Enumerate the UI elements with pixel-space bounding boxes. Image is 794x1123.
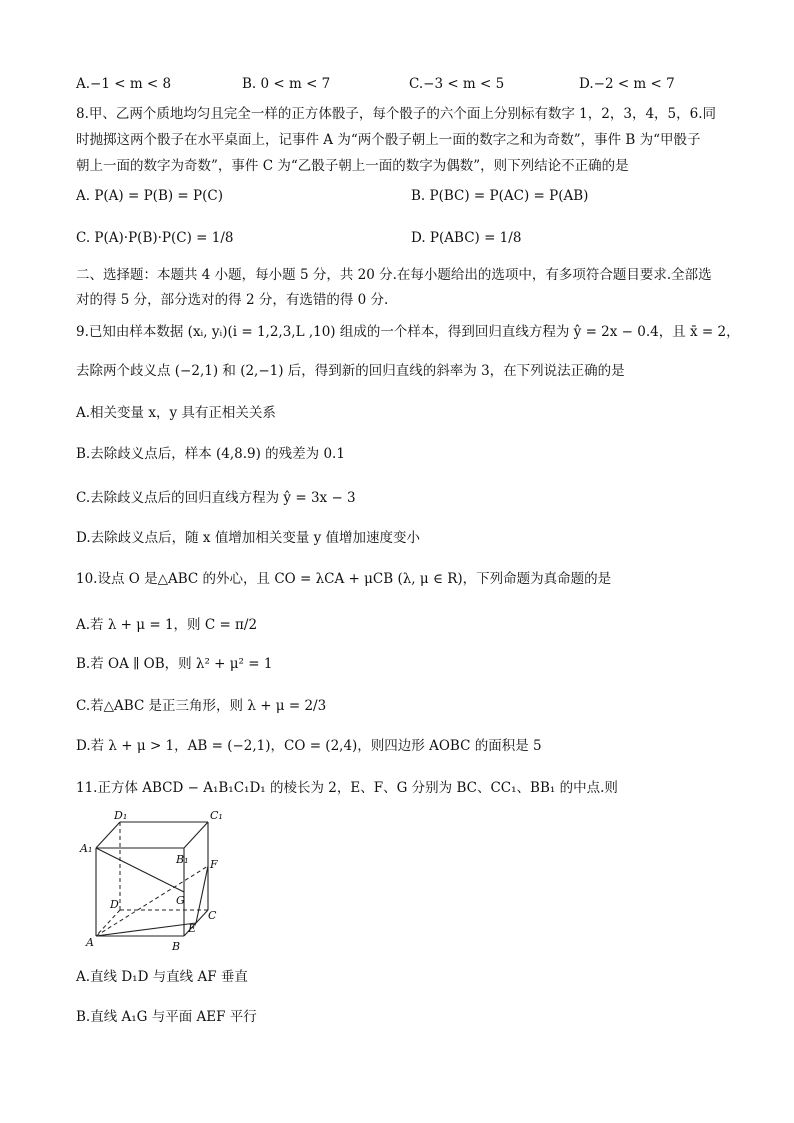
q10-option-b: B.若 OA ∥ OB，则 λ² + μ² = 1 — [76, 656, 273, 672]
section2-line2: 对的得 5 分，部分选对的得 2 分，有选错的得 0 分. — [76, 292, 389, 308]
q8-option-d: D. P(ABC) = 1/8 — [411, 230, 522, 246]
q11-option-b: B.直线 A₁G 与平面 AEF 平行 — [76, 1009, 257, 1025]
cube-label-c1: C₁ — [210, 809, 223, 822]
q9-stem-line2: 去除两个歧义点 (−2,1) 和 (2,−1) 后，得到新的回归直线的斜率为 3，在下列说法正确的是 — [76, 363, 625, 379]
cube-label-a1: A₁ — [80, 842, 93, 855]
cube-label-b1: B₁ — [176, 853, 189, 866]
q8-stem-line3: 朝上一面的数字为奇数”，事件 C 为“乙骰子朝上一面的数字为偶数”，则下列结论不正确的是 — [76, 158, 629, 174]
cube-figure — [72, 808, 238, 954]
q11-option-a: A.直线 D₁D 与直线 AF 垂直 — [76, 969, 248, 985]
cube-label-a: A — [86, 936, 94, 949]
q9-option-a: A.相关变量 x，y 具有正相关关系 — [76, 405, 276, 421]
q9-option-c: C.去除歧义点后的回归直线方程为 ŷ = 3x − 3 — [76, 490, 356, 506]
cube-label-f: F — [210, 858, 218, 871]
q7-option-c: C.−3 < m < 5 — [409, 76, 505, 92]
q9-option-d: D.去除歧义点后，随 x 值增加相关变量 y 值增加速度变小 — [76, 530, 421, 546]
q9-option-b: B.去除歧义点后，样本 (4,8.9) 的残差为 0.1 — [76, 446, 345, 462]
cube-label-d1: D₁ — [114, 809, 128, 822]
q10-option-c: C.若△ABC 是正三角形，则 λ + μ = 2/3 — [76, 698, 327, 714]
section2-line1: 二、选择题：本题共 4 小题，每小题 5 分，共 20 分.在每小题给出的选项中，有多项符合题目要求.全部选 — [76, 267, 712, 283]
q10-stem: 10.设点 O 是△ABC 的外心，且 CO = λCA + μCB (λ, μ ∈ R)，下列命题为真命题的是 — [76, 571, 612, 587]
q8-option-b: B. P(BC) = P(AC) = P(AB) — [411, 188, 589, 204]
cube-label-c: C — [208, 909, 217, 922]
q11-stem: 11.正方体 ABCD − A₁B₁C₁D₁ 的棱长为 2，E、F、G 分别为 BC、CC₁、BB₁ 的中点.则 — [76, 780, 618, 796]
cube-label-b: B — [172, 940, 181, 953]
q10-option-d: D.若 λ + μ > 1，AB = (−2,1)，CO = (2,4)，则四边形 AOBC 的面积是 5 — [76, 738, 542, 754]
q8-option-a: A. P(A) = P(B) = P(C) — [76, 188, 223, 204]
q8-stem-line1: 8.甲、乙两个质地均匀且完全一样的正方体骰子，每个骰子的六个面上分别标有数字 1，2，3，4，5，6.同 — [76, 106, 716, 122]
cube-label-e: E — [188, 922, 197, 935]
q8-option-c: C. P(A)·P(B)·P(C) = 1/8 — [76, 230, 234, 246]
q8-stem-line2: 时抛掷这两个骰子在水平桌面上，记事件 A 为“两个骰子朝上一面的数字之和为奇数”，事件 B 为“甲骰子 — [76, 132, 701, 148]
q7-option-b: B. 0 < m < 7 — [242, 76, 331, 92]
cube-label-d: D — [110, 898, 119, 911]
q7-option-d: D.−2 < m < 7 — [579, 76, 675, 92]
q10-option-a: A.若 λ + μ = 1，则 C = π/2 — [76, 617, 258, 633]
q9-stem-line1: 9.已知由样本数据 (xᵢ, yᵢ)(i = 1,2,3,L ,10) 组成的一个样本，得到回归直线方程为 ŷ = 2x − 0.4，且 x̄ = 2， — [76, 324, 740, 340]
q7-option-a: A.−1 < m < 8 — [76, 76, 172, 92]
cube-label-g: G — [176, 894, 185, 907]
